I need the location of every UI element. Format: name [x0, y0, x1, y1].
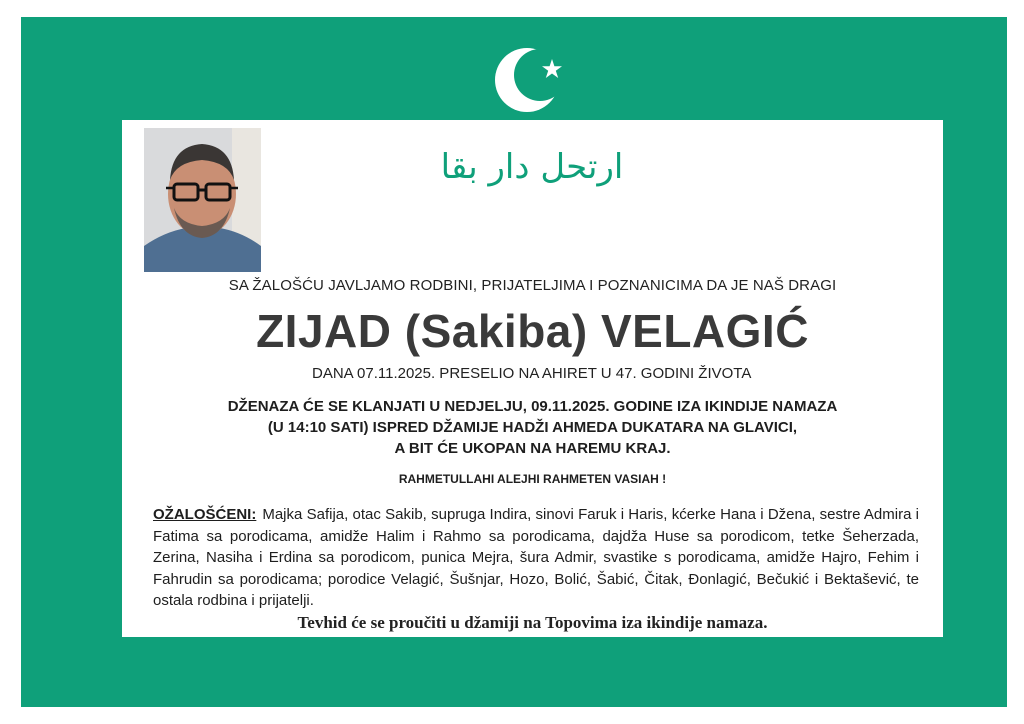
green-frame — [21, 17, 1007, 707]
arabic-calligraphy — [440, 126, 624, 202]
svg-text:ارتحل دار بقا: ارتحل دار بقا — [440, 147, 624, 187]
prayer-line: RAHMETULLAHI ALEJHI RAHMETEN VASIAH ! — [398, 472, 667, 486]
intro-line: SA ŽALOŠĆU JAVLJAMO RODBINI, PRIJATELJIMA I POZNANICIMA DA JE NAŠ DRAGI — [228, 277, 837, 294]
deceased-photo — [144, 128, 261, 272]
janaza-line: (U 14:10 SATI) ISPRED DŽAMIJE HADŽI AHMEDA DUKATARA NA GLAVICI, — [267, 419, 798, 436]
janaza-announcement — [122, 396, 943, 459]
mourners-text: Majka Safija, otac Sakib, supruga Indira, sinovi Faruk i Haris, kćerke Hana i Džena, sestre Admira i Fatima sa porodicama, amidže Halim i Rahmo sa porodicama, dajdža Huse sa porodicom, tetke Šeherzada, Zerina, Nasiha i Erdina sa porodicom, punica Mejra, šura Admir, svastike s porodicama, amidže Hajro, Fehim i Fahrudin sa porodicama; porodice Velagić, Šušnjar, Hozo, Bolić, Šabić, Čitak, Đonlagić, Bečukić i Bektašević, te ostala rodbina i prijatelji. — [153, 506, 919, 609]
death-date-line: DANA 07.11.2025. PRESELIO NA AHIRET U 47. GODINI ŽIVOTA — [312, 365, 752, 382]
tevhid-line: Tevhid će se proučiti u džamiji na Topovima iza ikindije namaza. — [297, 613, 768, 632]
deceased-name: ZIJAD (Sakiba) VELAGIĆ — [256, 305, 809, 357]
janaza-line: A BIT ĆE UKOPAN NA HAREMU KRAJ. — [394, 440, 671, 457]
mourners-paragraph — [153, 504, 919, 612]
crescent-star-icon — [491, 42, 571, 114]
janaza-line: DŽENAZA ĆE SE KLANJATI U NEDJELJU, 09.11.2025. GODINE IZA IKINDIJE NAMAZA — [227, 398, 838, 415]
mourners-label: OŽALOŠĆENI: — [153, 506, 257, 523]
obituary-panel — [122, 120, 943, 637]
